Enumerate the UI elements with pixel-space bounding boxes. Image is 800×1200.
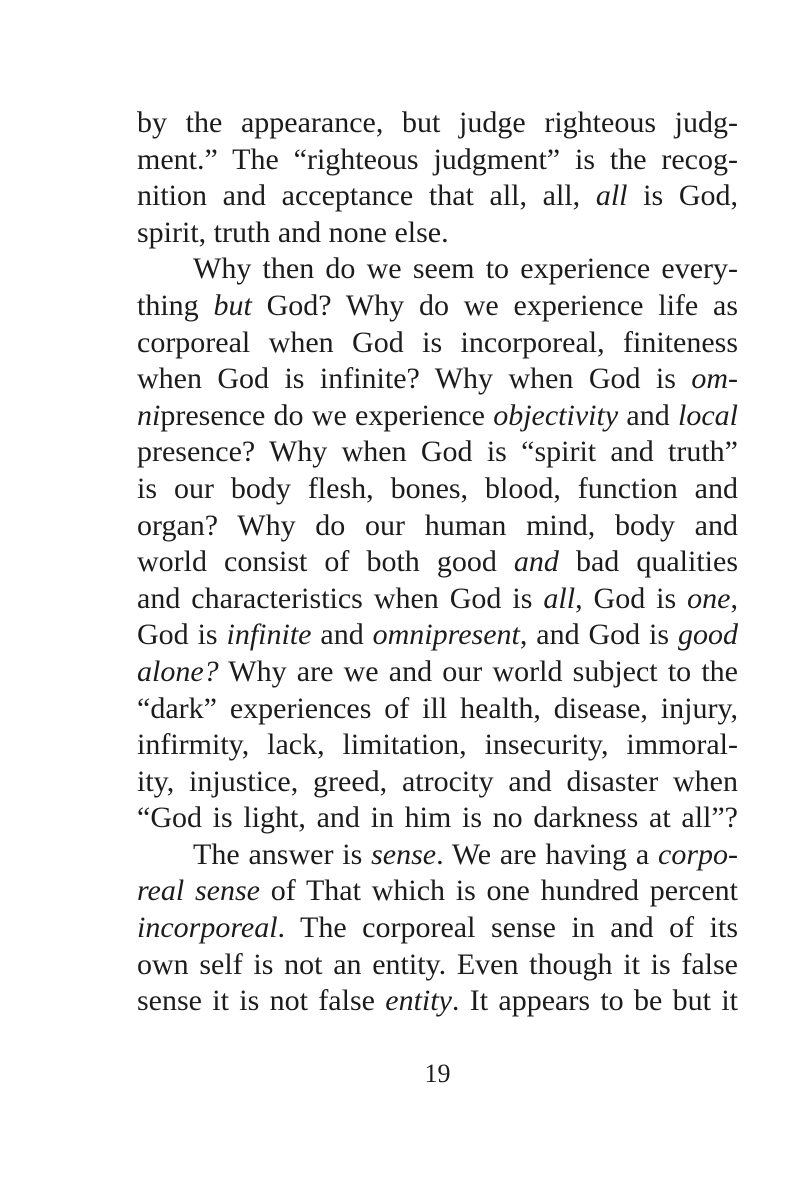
text-run: organ? Why do our human mind, body and bbox=[137, 508, 738, 542]
text-line bbox=[137, 105, 738, 142]
text-run: by the appearance, but judge righteous judg- bbox=[137, 106, 738, 139]
text-line bbox=[137, 434, 738, 471]
text-run: and characteristics when God is bbox=[137, 581, 544, 615]
text-line bbox=[137, 947, 738, 984]
text-block bbox=[137, 105, 738, 1020]
text-run: and bbox=[311, 618, 373, 652]
text-run: , God is bbox=[575, 581, 688, 615]
text-line bbox=[137, 691, 738, 728]
text-run: presence? Why when God is “spirit and truth” bbox=[137, 435, 738, 469]
text-run: , bbox=[730, 581, 738, 615]
italic-text-run: real sense bbox=[137, 874, 260, 908]
text-run: God? Why do we experience life as bbox=[251, 288, 738, 322]
text-line bbox=[137, 983, 738, 1020]
italic-text-run: one bbox=[687, 581, 731, 615]
text-line bbox=[137, 837, 738, 874]
text-run: is our body flesh, bones, blood, function and bbox=[137, 471, 738, 505]
text-line bbox=[137, 178, 738, 215]
text-line bbox=[137, 544, 738, 581]
text-line bbox=[137, 288, 738, 325]
text-line bbox=[137, 215, 738, 252]
text-run: . It appears to be but it bbox=[451, 984, 738, 1018]
text-line bbox=[137, 654, 738, 691]
italic-text-run: incorporeal bbox=[137, 911, 278, 945]
text-run: world consist of both good bbox=[137, 545, 514, 579]
text-line bbox=[137, 800, 738, 837]
text-run: corporeal when God is incorporeal, finiteness bbox=[137, 325, 738, 359]
text-line bbox=[137, 471, 738, 508]
italic-text-run: ni bbox=[137, 398, 161, 432]
text-run: God is bbox=[137, 618, 227, 652]
text-run: sense it is not false bbox=[137, 984, 386, 1018]
italic-text-run: entity bbox=[385, 984, 452, 1018]
italic-text-run: objectivity bbox=[493, 398, 619, 432]
text-line bbox=[137, 325, 738, 362]
text-line bbox=[137, 142, 738, 179]
text-run: nition and acceptance that all, all, bbox=[137, 179, 596, 213]
text-run: own self is not an entity. Even though it is false bbox=[137, 947, 738, 981]
italic-text-run: all bbox=[595, 179, 628, 213]
text-run: Why then do we seem to experience every- bbox=[193, 252, 738, 286]
italic-text-run: but bbox=[213, 288, 252, 322]
text-run: ment.” The “righteous judgment” is the recog- bbox=[137, 142, 738, 176]
text-line bbox=[137, 398, 738, 435]
text-line bbox=[137, 361, 738, 398]
text-run: presence do we experience bbox=[160, 398, 494, 432]
text-line bbox=[137, 764, 738, 801]
text-run: Why are we and our world subject to the bbox=[218, 654, 738, 688]
text-run: . We are having a bbox=[436, 837, 659, 871]
text-run: of That which is one hundred percent bbox=[259, 874, 738, 908]
text-run: “God is light, and in him is no darkness at all”? bbox=[137, 801, 738, 835]
text-line bbox=[137, 581, 738, 618]
text-run: infirmity, lack, limitation, insecurity, immoral- bbox=[137, 728, 738, 762]
italic-text-run: good bbox=[677, 618, 738, 652]
italic-text-run: sense bbox=[371, 837, 437, 871]
italic-text-run: omnipresent bbox=[372, 618, 520, 652]
italic-text-run: and bbox=[513, 545, 559, 579]
text-run: The answer is bbox=[193, 837, 372, 871]
text-run: and bbox=[618, 398, 678, 432]
text-line bbox=[137, 251, 738, 288]
text-run: thing bbox=[137, 288, 214, 322]
text-run: ity, injustice, greed, atrocity and disaster when bbox=[137, 764, 738, 798]
italic-text-run: infinite bbox=[226, 618, 312, 652]
italic-text-run: alone? bbox=[137, 654, 219, 688]
italic-text-run: om- bbox=[691, 362, 738, 396]
text-run: spirit, truth and none else. bbox=[137, 215, 449, 249]
page-number: 19 bbox=[424, 1059, 451, 1088]
text-line bbox=[137, 910, 738, 947]
italic-text-run: all bbox=[543, 581, 576, 615]
italic-text-run: corpo- bbox=[658, 837, 738, 871]
text-run: is God, bbox=[627, 179, 738, 213]
text-line bbox=[137, 617, 738, 654]
text-run: . The corporeal sense in and of its bbox=[277, 911, 738, 945]
text-run: bad qualities bbox=[558, 545, 738, 579]
text-run: , and God is bbox=[519, 618, 678, 652]
text-run: when God is infinite? Why when God is bbox=[137, 362, 692, 396]
italic-text-run: local bbox=[678, 398, 738, 432]
text-run: “dark” experiences of ill health, disease, injury, bbox=[137, 691, 738, 725]
text-line bbox=[137, 727, 738, 764]
text-line bbox=[137, 873, 738, 910]
text-line bbox=[137, 508, 738, 545]
